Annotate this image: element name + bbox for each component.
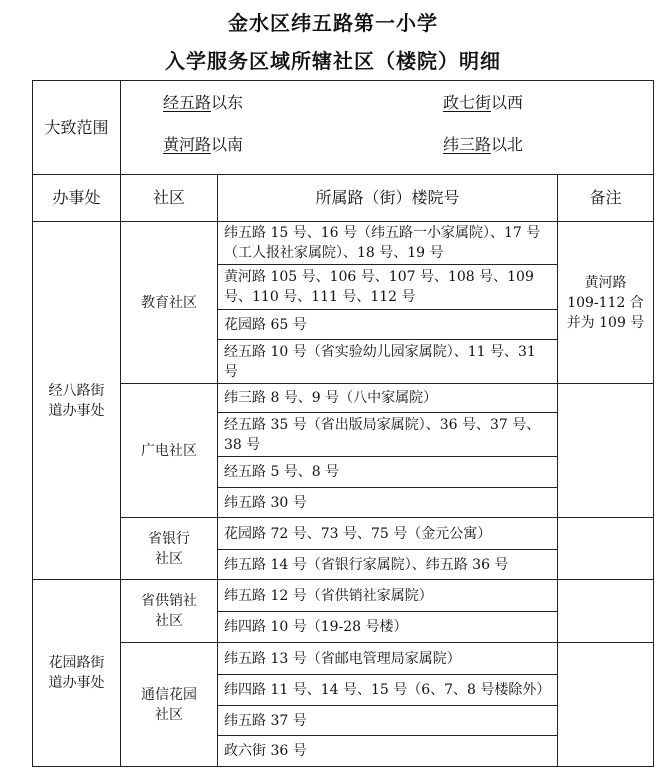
address-cell xyxy=(218,488,557,517)
address-text: 纬五路 30 号 xyxy=(224,494,307,511)
address-cell xyxy=(218,457,557,487)
address-cell xyxy=(218,340,557,383)
address-cell xyxy=(218,643,557,674)
community-cell xyxy=(121,518,217,579)
address-text: 纬四路 10 号（19-28 号楼） xyxy=(224,619,408,635)
community-name-line: 社区 xyxy=(155,613,183,629)
range-east-dir: 以东 xyxy=(211,93,244,112)
range-south-dir: 以南 xyxy=(211,135,244,154)
address-cell xyxy=(218,612,557,642)
address-text: 花园路 72 号、73 号、75 号（金元公寓） xyxy=(224,525,492,542)
office-cell xyxy=(33,580,120,766)
community-cell xyxy=(121,580,217,642)
address-cell xyxy=(218,384,557,412)
range-south xyxy=(163,132,243,155)
community-name-line: 广电社区 xyxy=(141,442,197,459)
address-cell xyxy=(218,736,557,766)
address-cell xyxy=(218,550,557,579)
address-text: 经五路 35 号（省出版局家属院）、36 号、37 号、38 号 xyxy=(224,416,541,453)
address-cell xyxy=(218,706,557,735)
community-cell xyxy=(121,643,217,766)
office-name-line: 经八路街 xyxy=(48,382,105,399)
remark-line: 109-112 合 xyxy=(567,294,644,311)
header-office: 办事处 xyxy=(52,188,101,207)
community-cell xyxy=(121,384,217,517)
address-text: 纬三路 8 号、9 号（八中家属院） xyxy=(224,390,438,406)
address-cell xyxy=(218,580,557,611)
community-name-line: 通信花园 xyxy=(141,686,197,703)
address-text: 纬五路 12 号（省供销社家属院） xyxy=(224,587,433,604)
address-text: 纬五路 14 号（省银行家属院）、纬五路 36 号 xyxy=(224,556,509,573)
address-text: 纬五路 13 号（省邮电管理局家属院） xyxy=(224,650,461,667)
range-north xyxy=(443,132,523,155)
address-text: 纬五路 37 号 xyxy=(224,712,307,729)
address-cell xyxy=(218,222,557,264)
community-name-line: 省供销社 xyxy=(141,593,197,609)
office-name-line: 道办事处 xyxy=(48,402,105,419)
document-subtitle: 入学服务区域所辖社区（楼院）明细 xyxy=(165,49,501,73)
community-cell xyxy=(121,222,217,383)
range-west xyxy=(443,90,523,113)
range-east xyxy=(163,90,243,113)
header-address: 所属路（街）楼院号 xyxy=(315,188,460,207)
address-cell xyxy=(218,675,557,705)
address-cell xyxy=(218,310,557,339)
address-cell xyxy=(218,413,557,456)
office-name-line: 道办事处 xyxy=(48,675,105,691)
range-south-road: 黄河路 xyxy=(163,135,212,154)
address-cell xyxy=(218,518,557,549)
remark-line: 黄河路 xyxy=(584,274,627,291)
office-name-line: 花园路街 xyxy=(48,655,105,671)
range-north-road: 纬三路 xyxy=(443,135,492,154)
remark-line: 并为 109 号 xyxy=(566,314,645,331)
address-text: 政六街 36 号 xyxy=(224,743,307,759)
address-text: 纬五路 15 号、16 号（纬五路一小家属院）、17 号（工人报社家属院）、18 号、19 号 xyxy=(224,225,541,261)
address-text: 经五路 5 号、8 号 xyxy=(224,464,340,480)
address-text: 花园路 65 号 xyxy=(224,316,307,333)
address-text: 黄河路 105 号、106 号、107 号、108 号、109 号、110 号、111 号、112 号 xyxy=(224,269,534,305)
address-text: 经五路 10 号（省实验幼儿园家属院）、11 号、31 号 xyxy=(224,343,536,380)
community-name-line: 教育社区 xyxy=(141,294,197,311)
address-cell xyxy=(218,265,557,309)
community-name-line: 社区 xyxy=(155,706,183,723)
header-remark: 备注 xyxy=(589,188,622,207)
range-east-road: 经五路 xyxy=(163,93,212,112)
office-cell xyxy=(33,222,120,579)
range-label: 大致范围 xyxy=(44,117,109,137)
range-north-dir: 以北 xyxy=(491,135,524,154)
range-west-road: 政七街 xyxy=(443,93,492,112)
header-community: 社区 xyxy=(152,188,185,207)
document-title: 金水区纬五路第一小学 xyxy=(228,11,438,35)
range-west-dir: 以西 xyxy=(491,93,524,112)
community-name-line: 社区 xyxy=(155,550,183,567)
remark-cell xyxy=(558,222,653,383)
address-text: 纬四路 11 号、14 号、15 号（6、7、8 号楼除外） xyxy=(224,682,551,698)
community-name-line: 省银行 xyxy=(148,530,190,547)
